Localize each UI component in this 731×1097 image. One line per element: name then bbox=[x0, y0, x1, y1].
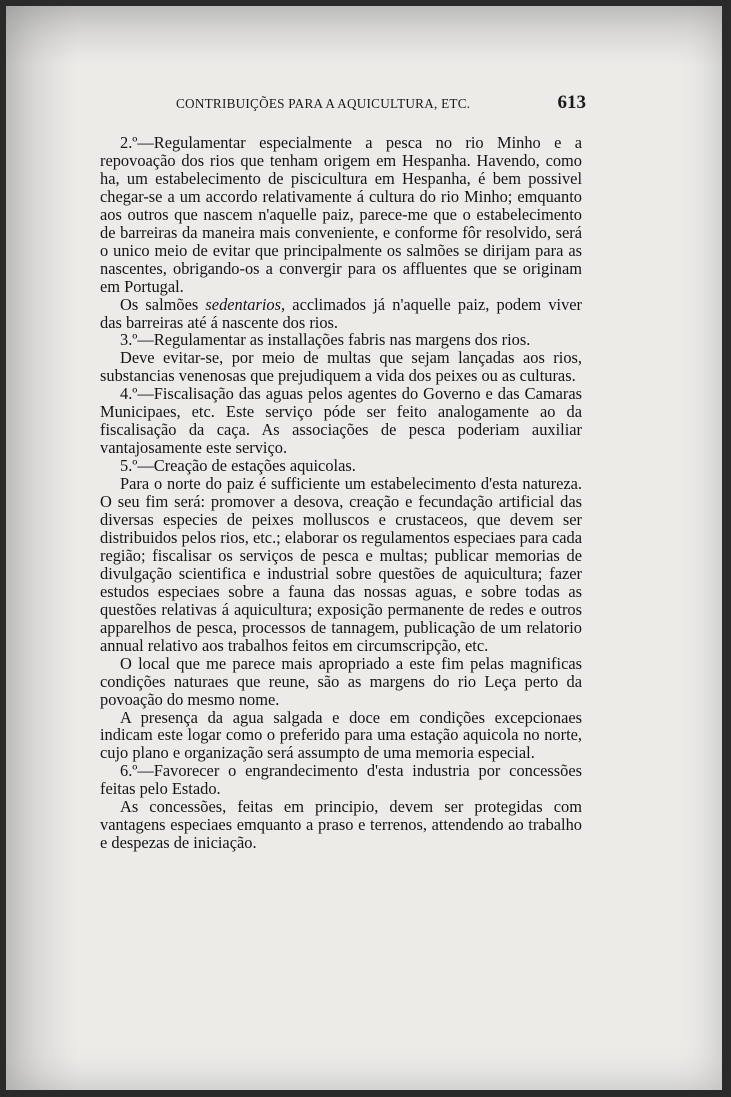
paragraph-location: O local que me parece mais apropriado a este fim pelas magnificas condições naturaes que reune, são as margens do rio Leça perto da povoação do mesmo nome. bbox=[100, 653, 582, 709]
paragraph-salmon bbox=[100, 296, 582, 332]
page-number: 613 bbox=[557, 92, 586, 113]
paragraph-item-4: 4.º—Fiscalisação das aguas pelos agentes do Governo e das Camaras Municipaes, etc. Este serviço póde ser feito analogamente ao da fiscalisação da caça. As associações de pesca poderiam auxiliar vantajosamente este serviço. bbox=[100, 384, 582, 458]
page-shadow-top bbox=[6, 6, 722, 66]
body-text bbox=[100, 134, 582, 852]
page-shadow-left bbox=[6, 6, 76, 1090]
page-header bbox=[176, 92, 586, 118]
paragraph-fines: Deve evitar-se, por meio de multas que sejam lançadas aos rios, substancias venenosas que prejudiquem a vida dos peixes ou as culturas. bbox=[100, 348, 582, 386]
paragraph-salt-water: A presença da agua salgada e doce em condições excepcionaes indicam este logar como o preferido para uma estação aquicola no norte, cujo plano e organização será assumpto de uma memoria especial. bbox=[100, 707, 582, 763]
paragraph-item-2: 2.º—Regulamentar especialmente a pesca no rio Minho e a repovoação dos rios que tenham origem em Hespanha. Havendo, como ha, um estabelecimento de piscicultura em Hespanha, é bem possivel chegar-se a um accordo relativamente á cultura do rio Minho; emquanto aos outros que nascem n'aquelle paiz, parece-me que o estabelecimento de barreiras da maneira mais conveniente, e conforme fôr resolvido, será o unico meio de evitar que principalmente os salmões se dirijam para as nascentes, obrigando-os a convergir para os affluentes que se originam em Portugal. bbox=[100, 133, 582, 296]
salmon-text-after: acclimados já n'aquelle paiz, podem viver das barreiras até á nascente dos rios. bbox=[100, 294, 583, 332]
paragraph-north-station: Para o norte do paiz é sufficiente um estabelecimento d'esta natureza. O seu fim será: promover a desova, creação e fecundação artificial das diversas especies de peixes molluscos e crustaceos, que devem ser distribuidos pelos rios, etc.; elaborar os regulamentos especiaes para cada região; fiscalisar os serviços de pesca e multas; publicar memorias de divulgação scientifica e industrial sobre questões de aquicultura; fazer estudos especiaes sobre a fauna das nossas aguas, e sobre todas as questões relativas á aquicultura; exposição permanente de redes e outros apparelhos de pesca, processos de tannagem, publicação de um relatorio annual relativo aos trabalhos feitos em circumscripção, etc. bbox=[100, 474, 582, 655]
salmon-italic-term: sedentarios, bbox=[205, 294, 286, 314]
paragraph-item-5: 5.º—Creação de estações aquicolas. bbox=[120, 456, 356, 476]
book-page bbox=[6, 6, 722, 1090]
paragraph-concessions: As concessões, feitas em principio, devem ser protegidas com vantagens especiaes emquanto a praso e terrenos, attendendo ao trabalho e despezas de iniciação. bbox=[100, 797, 582, 853]
paragraph-item-6: 6.º—Favorecer o engrandecimento d'esta industria por concessões feitas pelo Estado. bbox=[100, 761, 582, 799]
salmon-text-before: Os salmões bbox=[120, 294, 206, 314]
running-head: CONTRIBUIÇÕES PARA A AQUICULTURA, ETC. bbox=[176, 96, 471, 111]
paragraph-item-3: 3.º—Regulamentar as installações fabris nas margens dos rios. bbox=[120, 330, 531, 350]
